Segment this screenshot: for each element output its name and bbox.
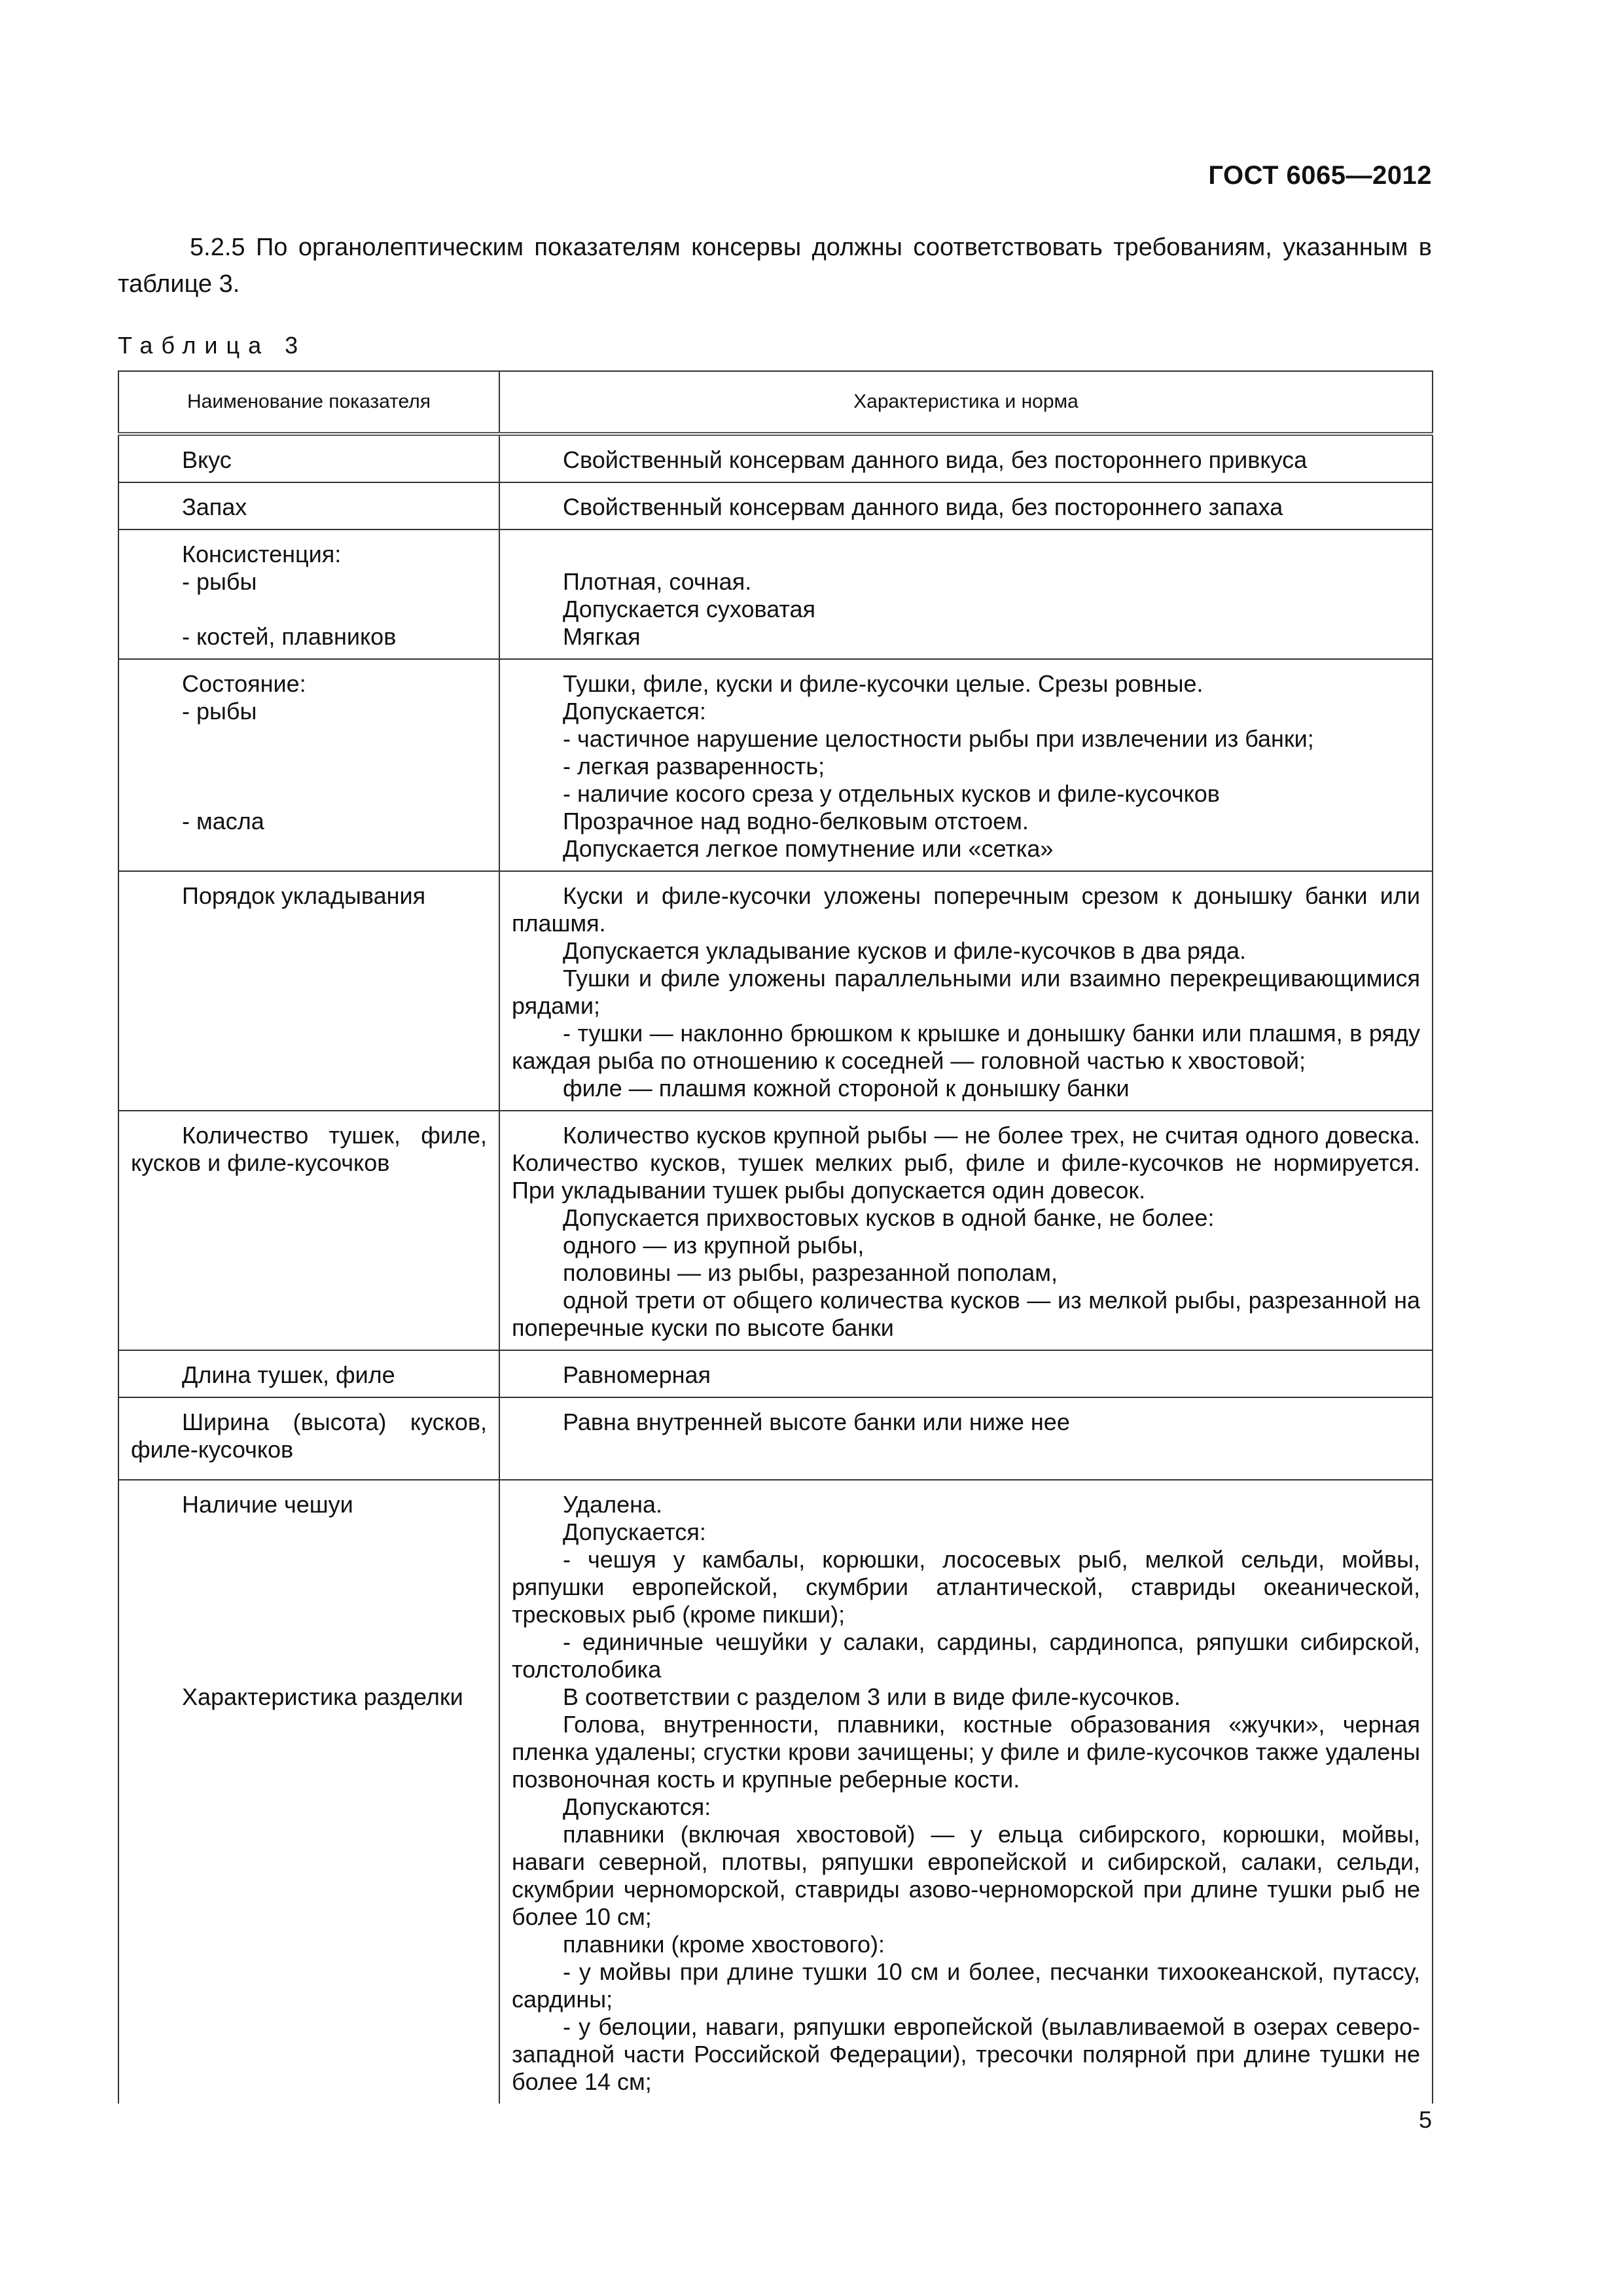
table-caption: Таблица 3 <box>118 332 307 359</box>
table-row <box>118 482 1433 529</box>
row-name <box>118 529 499 659</box>
value-paragraph: Допускается прихвостовых кусков в одной банке, не более: <box>563 1204 1215 1231</box>
table-header-row <box>118 371 1433 434</box>
value-line: Допускается: <box>563 698 706 725</box>
row-name-line: Консистенция: <box>182 541 342 567</box>
row-sub-line: - масла <box>182 808 264 834</box>
organoleptic-table <box>118 370 1433 2104</box>
row-value <box>499 1480 1433 2104</box>
value-paragraph: Количество кусков крупной рыбы — не более трех, не считая одного довеска. Количество кусков, тушек мелких рыб, филе и филе-кусочков не нормируется. При укладывании тушек рыбы допускается один довесок. <box>512 1122 1420 1204</box>
intro-text: 5.2.5 По органолептическим показателям консервы должны соответствовать требованиям, указанным в таблице 3. <box>118 234 1432 298</box>
header-characteristic: Характеристика и норма <box>499 371 1433 434</box>
value-paragraph: Допускаются: <box>563 1793 711 1820</box>
value-line: Допускается суховатая <box>563 596 816 622</box>
row-name <box>118 659 499 871</box>
row-name: Порядок укладывания <box>118 871 499 1111</box>
value-paragraph: - у белоции, наваги, ряпушки европейской (вылавливаемой в озерах северо-западной части Российской Федерации), тресочки полярной при длине тушки не более 14 см; <box>512 2013 1420 2095</box>
value-paragraph: филе — плашмя кожной стороной к донышку банки <box>563 1075 1130 1102</box>
row-value: Равна внутренней высоте банки или ниже нее <box>499 1397 1433 1480</box>
table-row <box>118 1111 1433 1350</box>
document-header: ГОСТ 6065—2012 <box>1208 161 1432 190</box>
value-paragraph: Допускается: <box>563 1518 706 1545</box>
row-value: Свойственный консервам данного вида, без постороннего запаха <box>499 482 1433 529</box>
value-paragraph: - у мойвы при длине тушки 10 см и более, песчанки тихоокеанской, путассу, сардины; <box>512 1958 1420 2013</box>
value-line: Мягкая <box>563 623 641 650</box>
row-value: Свойственный консервам данного вида, без постороннего привкуса <box>499 434 1433 482</box>
intro-paragraph <box>118 229 1432 302</box>
value-paragraph: половины — из рыбы, разрезанной пополам, <box>563 1259 1058 1286</box>
table-row <box>118 659 1433 871</box>
row-name <box>118 1480 499 2104</box>
row-name: Длина тушек, филе <box>118 1350 499 1397</box>
row-value <box>499 529 1433 659</box>
row-name: Ширина (высота) кусков, филе-кусочков <box>118 1397 499 1480</box>
value-paragraph: - тушки — наклонно брюшком к крышке и донышку банки или плашмя, в ряду каждая рыба по отношению к соседней — головной частью к хвостовой; <box>512 1020 1420 1074</box>
value-paragraph: Куски и филе-кусочки уложены поперечным срезом к донышку банки или плашмя. <box>512 882 1420 937</box>
table-row <box>118 871 1433 1111</box>
value-paragraph: Тушки и филе уложены параллельными или взаимно перекрещивающимися рядами; <box>512 965 1420 1019</box>
table-row <box>118 1350 1433 1397</box>
row-name: Вкус <box>118 434 499 482</box>
row-name: Количество тушек, филе, кусков и филе-кусочков <box>118 1111 499 1350</box>
value-paragraph: одного — из крупной рыбы, <box>563 1232 865 1259</box>
value-line: - частичное нарушение целостности рыбы при извлечении из банки; <box>563 725 1314 752</box>
value-line: - наличие косого среза у отдельных кусков и филе-кусочков <box>563 780 1220 807</box>
table-row <box>118 1397 1433 1480</box>
row-sub-line: - рыбы <box>182 568 257 595</box>
value-line: Плотная, сочная. <box>563 568 752 595</box>
value-paragraph: Удалена. <box>563 1491 663 1518</box>
row-value <box>499 1111 1433 1350</box>
table-row <box>118 1480 1433 2104</box>
row-name-line: Наличие чешуи <box>182 1491 353 1518</box>
value-line: Допускается легкое помутнение или «сетка» <box>563 835 1054 862</box>
value-line: - легкая разваренность; <box>563 753 825 780</box>
value-paragraph: одной трети от общего количества кусков — из мелкой рыбы, разрезанной на поперечные куски по высоте банки <box>512 1287 1420 1341</box>
value-paragraph: Голова, внутренности, плавники, костные образования «жучки», черная пленка удалены; сгустки крови зачищены; у филе и филе-кусочков также удалены позвоночная кость и крупные реберные кости. <box>512 1711 1420 1793</box>
value-paragraph: Допускается укладывание кусков и филе-кусочков в два ряда. <box>563 937 1247 964</box>
row-name: Запах <box>118 482 499 529</box>
row-name-line: Характеристика разделки <box>182 1683 463 1710</box>
value-paragraph: плавники (кроме хвостового): <box>563 1931 885 1958</box>
value-line: Тушки, филе, куски и филе-кусочки целые. Срезы ровные. <box>563 670 1204 697</box>
value-paragraph: - единичные чешуйки у салаки, сардины, сардинопса, ряпушки сибирской, толстолобика <box>512 1628 1420 1683</box>
table-row <box>118 529 1433 659</box>
header-indicator: Наименование показателя <box>118 371 499 434</box>
table-row <box>118 434 1433 482</box>
page-number: 5 <box>1418 2106 1432 2133</box>
row-sub-line: - рыбы <box>182 698 257 725</box>
row-value <box>499 659 1433 871</box>
row-value <box>499 871 1433 1111</box>
value-line: Прозрачное над водно-белковым отстоем. <box>563 808 1029 834</box>
value-paragraph: - чешуя у камбалы, корюшки, лососевых рыб, мелкой сельди, мойвы, ряпушки европейской, скумбрии атлантической, ставриды океанической, тресковых рыб (кроме пикши); <box>512 1546 1420 1628</box>
row-value: Равномерная <box>499 1350 1433 1397</box>
row-sub-line: - костей, плавников <box>182 623 397 650</box>
value-paragraph: В соответствии с разделом 3 или в виде филе-кусочков. <box>563 1683 1181 1710</box>
row-name-line: Состояние: <box>182 670 306 697</box>
value-paragraph: плавники (включая хвостовой) — у ельца сибирского, корюшки, мойвы, наваги северной, плотвы, ряпушки европейской и сибирской, салаки, сельди, скумбрии черноморской, ставриды азово-черноморской при длине тушки рыб не более 10 см; <box>512 1821 1420 1930</box>
